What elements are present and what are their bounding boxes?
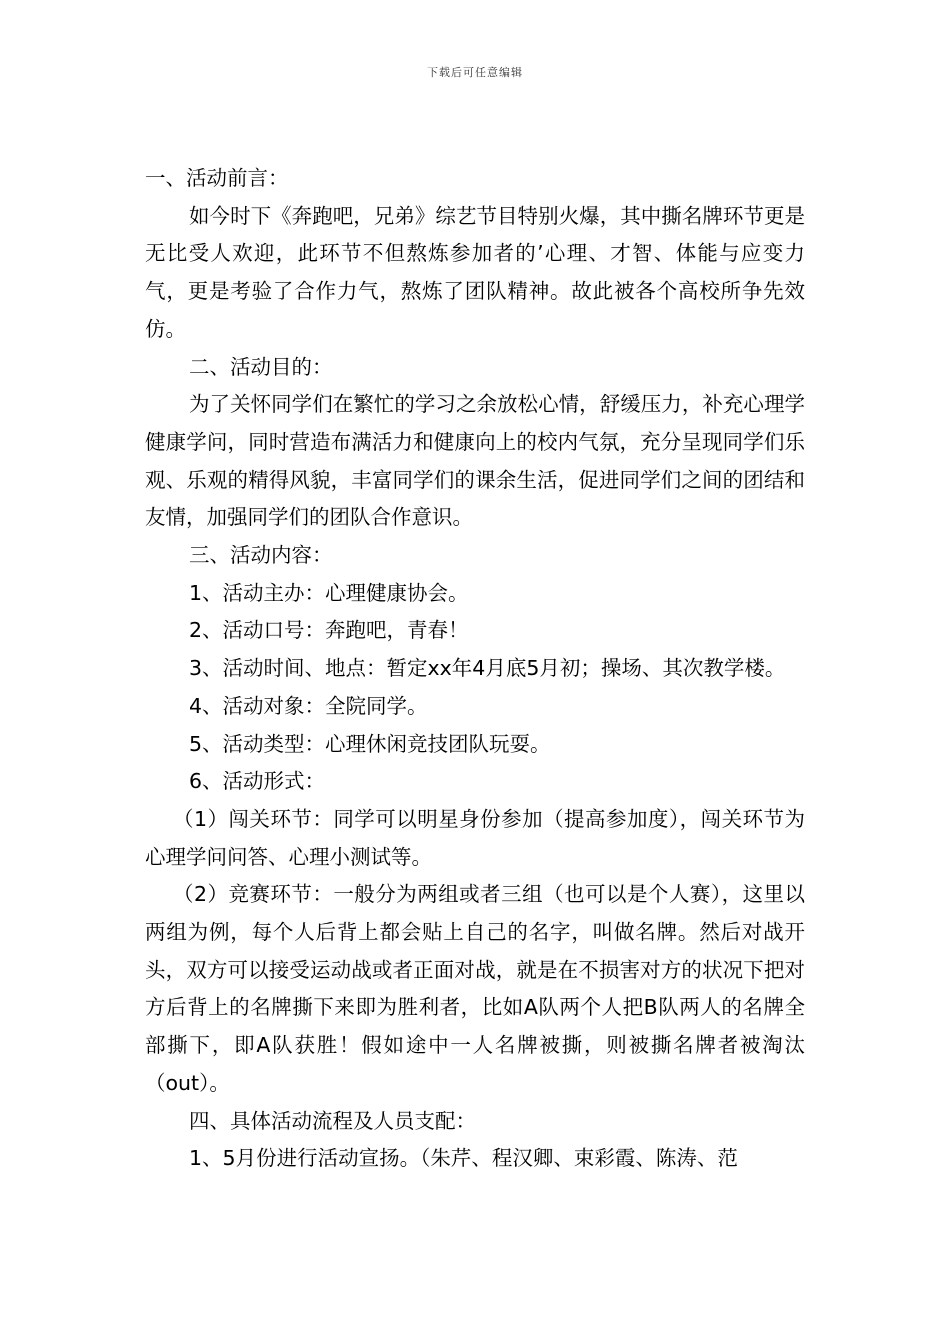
paragraph-preface: 如今时下《奔跑吧，兄弟》综艺节目特别火爆，其中撕名牌环节更是无比受人欢迎，此环节不但熬炼参加者的’心理、才智、体能与应变力气，更是考验了合作力气，熬炼了团队精神。故此被各个高校所争先效仿。	[145, 203, 805, 341]
section-heading-purpose: 二、活动目的：	[189, 354, 333, 379]
section-heading-content: 三、活动内容：	[189, 543, 333, 568]
page-header: 下载后可任意编辑	[427, 66, 523, 79]
section-heading-preface: 一、活动前言：	[145, 166, 289, 190]
list-item-organizer: 1、活动主办：心理健康协会。	[189, 580, 469, 605]
document-body	[145, 160, 805, 1178]
list-item-time-place: 3、活动时间、地点：暂定xx年4月底5月初；操场、其次教学楼。	[189, 656, 786, 681]
list-item-audience: 4、活动对象：全院同学。	[189, 693, 428, 718]
list-item-type: 5、活动类型：心理休闲竞技团队玩耍。	[189, 731, 551, 756]
sub-item-competition: （2）竞赛环节：一般分为两组或者三组（也可以是个人赛），这里以两组为例，每个人后背上都会贴上自己的名字，叫做名牌。然后对战开头，双方可以接受运动战或者正面对战，就是在不损害对方的状况下把对方后背上的名牌撕下来即为胜利者，比如A队两个人把B队两人的名牌全部撕下，即A队获胜！假如途中一人名牌被撕，则被撕名牌者被淘汰（out）。	[145, 882, 805, 1095]
list-item-format: 6、活动形式：	[189, 769, 326, 794]
list-item-promotion: 1、5月份进行活动宣扬。（朱芹、程汉卿、束彩霞、陈涛、范	[189, 1146, 738, 1171]
sub-item-challenge: （1）闯关环节：同学可以明星身份参加（提高参加度），闯关环节为心理学问问答、心理小测试等。	[145, 806, 805, 869]
list-item-slogan: 2、活动口号：奔跑吧，青春！	[189, 618, 469, 643]
paragraph-purpose: 为了关怀同学们在繁忙的学习之余放松心情，舒缓压力，补充心理学健康学问，同时营造布满活力和健康向上的校内气氛，充分呈现同学们乐观、乐观的精得风貌，丰富同学们的课余生活，促进同学们之间的团结和友情，加强同学们的团队合作意识。	[145, 392, 805, 530]
section-heading-process: 四、具体活动流程及人员支配：	[189, 1108, 476, 1133]
